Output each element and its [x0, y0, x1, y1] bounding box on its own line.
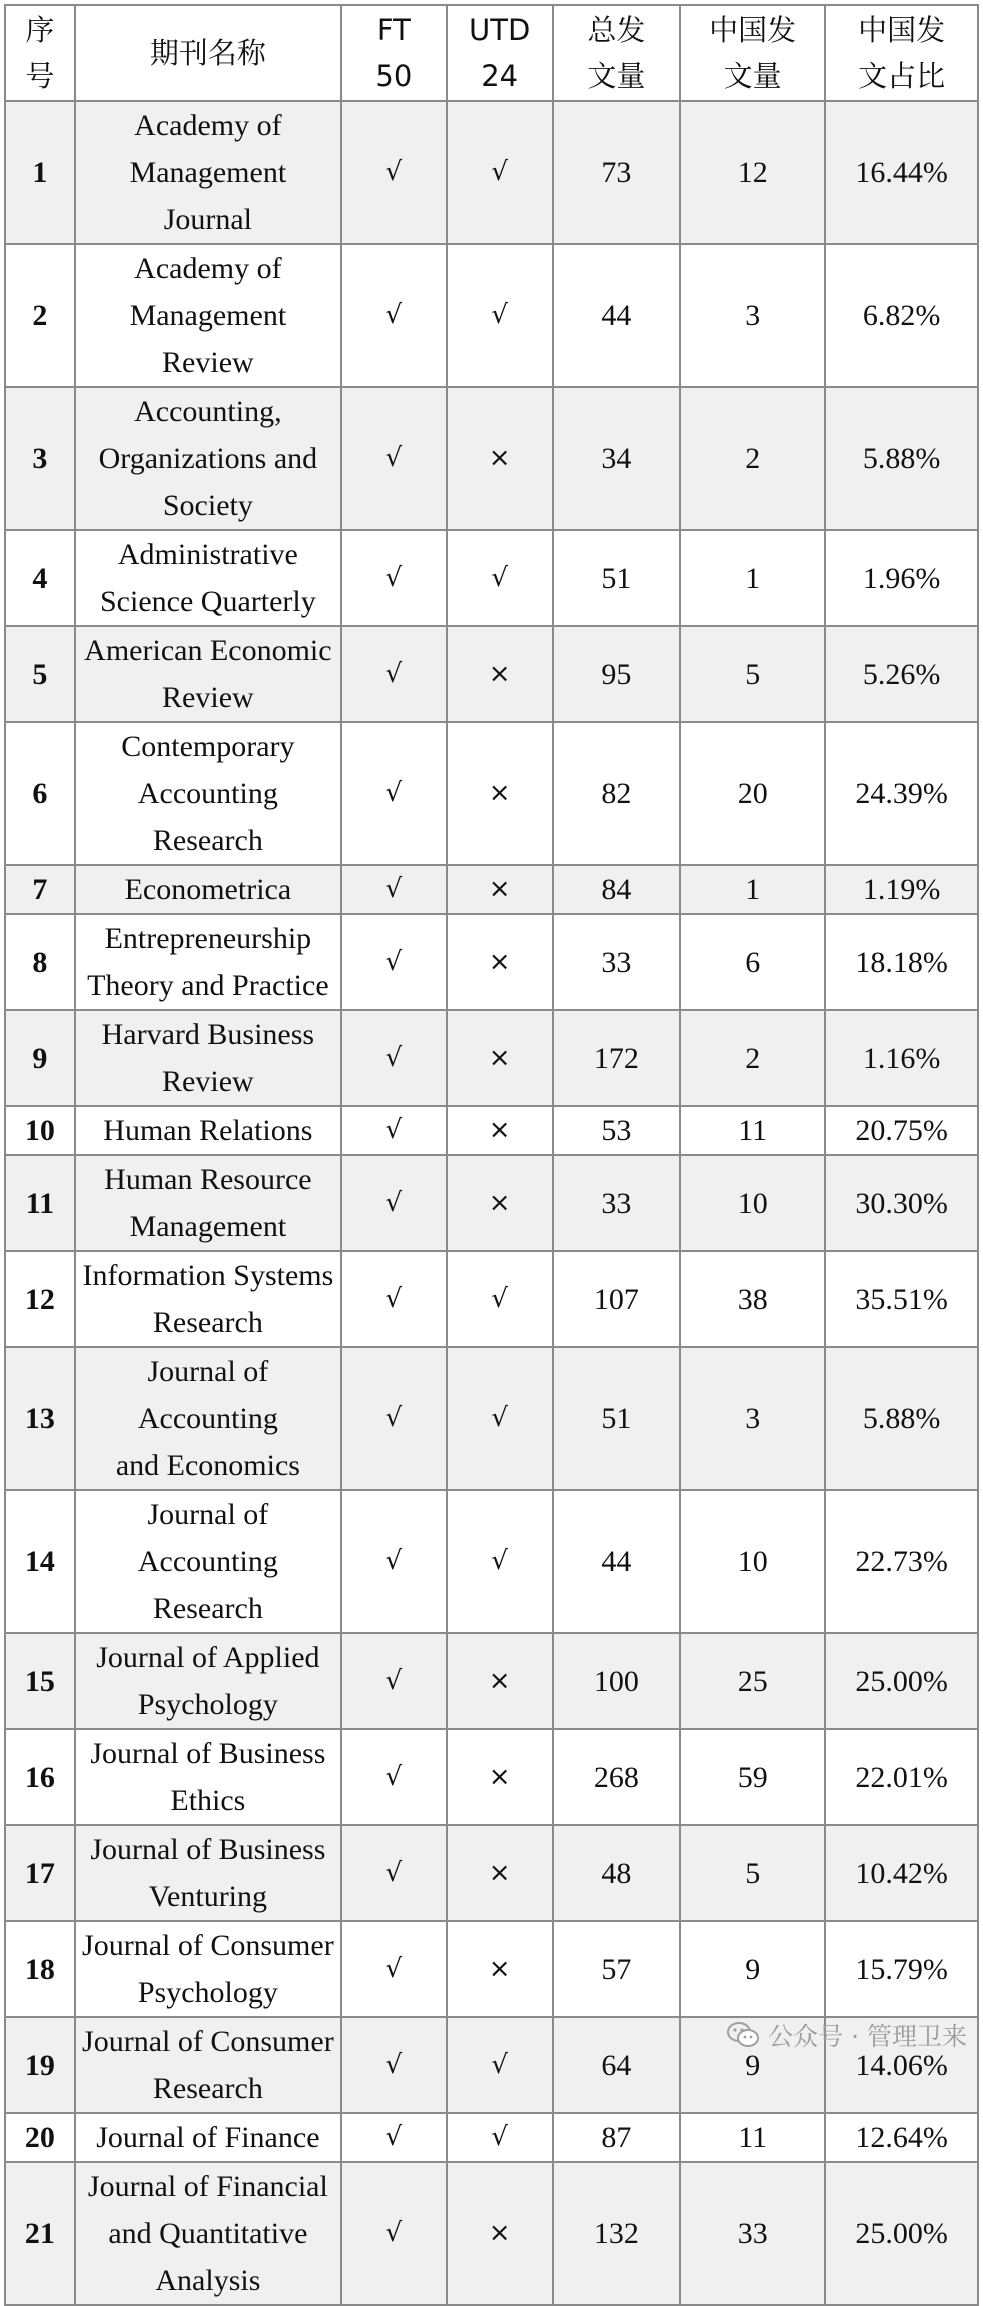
header-utd24: UTD 24 — [447, 5, 553, 101]
utd24-mark-cell: × — [447, 1825, 553, 1921]
journal-name-cell — [75, 387, 341, 530]
utd24-mark-cell: × — [447, 2162, 553, 2305]
header-journal-name: 期刊名称 — [75, 5, 341, 101]
journal-name-line: Accounting Research — [137, 777, 278, 857]
china-papers-cell: 10 — [680, 1155, 825, 1251]
ft50-mark-cell: √ — [341, 865, 447, 914]
china-papers-cell: 6 — [680, 914, 825, 1010]
ft50-mark-cell: √ — [341, 1921, 447, 2017]
ft50-mark-cell: √ — [341, 1010, 447, 1106]
china-ratio-cell: 30.30% — [825, 1155, 978, 1251]
utd24-mark-cell: √ — [447, 244, 553, 387]
journal-name-cell — [75, 1155, 341, 1251]
row-index-cell: 13 — [5, 1347, 75, 1490]
journal-name-line: Venturing — [148, 1880, 268, 1913]
ft50-mark-cell: √ — [341, 1825, 447, 1921]
journal-name-cell — [75, 2113, 341, 2162]
journal-name-line: Management Journal — [129, 156, 287, 236]
header-total-papers: 总发 文量 — [553, 5, 681, 101]
china-papers-cell: 3 — [680, 1347, 825, 1490]
journal-name-line: Academy of — [134, 252, 282, 285]
journal-name-line: Journal of Finance — [96, 2121, 320, 2154]
total-papers-cell: 33 — [553, 914, 681, 1010]
row-index-cell: 15 — [5, 1633, 75, 1729]
table-row — [5, 1729, 978, 1825]
journal-name-cell — [75, 626, 341, 722]
china-papers-cell: 2 — [680, 1010, 825, 1106]
total-papers-cell: 100 — [553, 1633, 681, 1729]
table-row — [5, 101, 978, 244]
china-ratio-cell: 24.39% — [825, 722, 978, 865]
ft50-mark-cell: √ — [341, 530, 447, 626]
total-papers-cell: 51 — [553, 530, 681, 626]
journal-name-line: American Economic — [84, 634, 332, 667]
journal-name-cell — [75, 914, 341, 1010]
journal-name-line: Academy of — [134, 109, 282, 142]
total-papers-cell: 87 — [553, 2113, 681, 2162]
journal-name-cell — [75, 1010, 341, 1106]
journal-name-line: Journal of Accounting — [137, 1498, 278, 1578]
journal-name-line: Management Review — [129, 299, 287, 379]
journal-name-line: Theory and Practice — [87, 969, 329, 1002]
journal-name-cell — [75, 1921, 341, 2017]
total-papers-cell: 44 — [553, 1490, 681, 1633]
table-row — [5, 1106, 978, 1155]
table-row — [5, 1633, 978, 1729]
china-ratio-cell: 5.26% — [825, 626, 978, 722]
ft50-mark-cell: √ — [341, 1490, 447, 1633]
journal-name-cell — [75, 865, 341, 914]
utd24-mark-cell: × — [447, 626, 553, 722]
utd24-mark-cell: × — [447, 722, 553, 865]
watermark — [726, 2017, 967, 2053]
utd24-mark-cell: × — [447, 865, 553, 914]
total-papers-cell: 51 — [553, 1347, 681, 1490]
utd24-mark-cell: × — [447, 1155, 553, 1251]
journal-name-cell — [75, 1490, 341, 1633]
journal-name-cell — [75, 2162, 341, 2305]
utd24-mark-cell: √ — [447, 101, 553, 244]
ft50-mark-cell: √ — [341, 387, 447, 530]
ft50-mark-cell: √ — [341, 2017, 447, 2113]
journal-name-line: Journal of Consumer — [82, 2025, 334, 2058]
journal-name-line: Research — [152, 1306, 263, 1339]
journal-name-line: Journal of Financial — [87, 2170, 328, 2203]
journal-name-cell — [75, 101, 341, 244]
utd24-mark-cell: × — [447, 1729, 553, 1825]
row-index-cell: 21 — [5, 2162, 75, 2305]
total-papers-cell: 34 — [553, 387, 681, 530]
row-index-cell: 2 — [5, 244, 75, 387]
journal-name-line: Human Relations — [103, 1114, 313, 1147]
journal-name-line: Review — [162, 1065, 254, 1098]
china-ratio-cell: 35.51% — [825, 1251, 978, 1347]
utd24-mark-cell: √ — [447, 1251, 553, 1347]
china-ratio-cell: 16.44% — [825, 101, 978, 244]
china-ratio-cell: 10.42% — [825, 1825, 978, 1921]
journal-name-line: Accounting, — [134, 395, 282, 428]
ft50-mark-cell: √ — [341, 626, 447, 722]
row-index-cell: 10 — [5, 1106, 75, 1155]
journal-name-line: Econometrica — [124, 873, 292, 906]
utd24-mark-cell: √ — [447, 1347, 553, 1490]
journal-name-cell — [75, 1347, 341, 1490]
china-ratio-cell: 22.01% — [825, 1729, 978, 1825]
total-papers-cell: 82 — [553, 722, 681, 865]
utd24-mark-cell: × — [447, 1633, 553, 1729]
journal-name-line: Journal of Business — [90, 1737, 326, 1770]
table-row — [5, 244, 978, 387]
journal-name-cell — [75, 530, 341, 626]
china-ratio-cell: 25.00% — [825, 2162, 978, 2305]
table-row — [5, 1921, 978, 2017]
table-row — [5, 626, 978, 722]
journal-name-line: Journal of Business — [90, 1833, 326, 1866]
ft50-mark-cell: √ — [341, 1251, 447, 1347]
journal-name-line: Information Systems — [82, 1259, 334, 1292]
row-index-cell: 5 — [5, 626, 75, 722]
ft50-mark-cell: √ — [341, 722, 447, 865]
journal-name-cell — [75, 2017, 341, 2113]
ft50-mark-cell: √ — [341, 1106, 447, 1155]
total-papers-cell: 95 — [553, 626, 681, 722]
wechat-icon — [726, 2021, 760, 2049]
row-index-cell: 4 — [5, 530, 75, 626]
total-papers-cell: 73 — [553, 101, 681, 244]
china-ratio-cell: 1.16% — [825, 1010, 978, 1106]
ft50-mark-cell: √ — [341, 2113, 447, 2162]
journal-name-cell — [75, 1729, 341, 1825]
journal-name-line: Management — [129, 1210, 287, 1243]
journal-name-cell — [75, 722, 341, 865]
china-papers-cell: 9 — [680, 1921, 825, 2017]
journal-name-line: Research — [152, 2072, 263, 2105]
journal-name-line: Ethics — [170, 1784, 246, 1817]
china-papers-cell: 5 — [680, 1825, 825, 1921]
china-papers-cell: 5 — [680, 626, 825, 722]
row-index-cell: 18 — [5, 1921, 75, 2017]
total-papers-cell: 44 — [553, 244, 681, 387]
journal-name-line: Psychology — [137, 1688, 278, 1721]
journal-name-cell — [75, 1633, 341, 1729]
utd24-mark-cell: √ — [447, 2017, 553, 2113]
china-papers-cell: 2 — [680, 387, 825, 530]
total-papers-cell: 48 — [553, 1825, 681, 1921]
total-papers-cell: 132 — [553, 2162, 681, 2305]
table-body — [5, 101, 978, 2305]
row-index-cell: 16 — [5, 1729, 75, 1825]
china-papers-cell: 33 — [680, 2162, 825, 2305]
header-china-ratio: 中国发 文占比 — [825, 5, 978, 101]
row-index-cell: 20 — [5, 2113, 75, 2162]
table-row — [5, 530, 978, 626]
table-row — [5, 914, 978, 1010]
china-ratio-cell: 1.19% — [825, 865, 978, 914]
ft50-mark-cell: √ — [341, 1347, 447, 1490]
total-papers-cell: 172 — [553, 1010, 681, 1106]
row-index-cell: 14 — [5, 1490, 75, 1633]
journal-name-line: Society — [162, 489, 253, 522]
china-papers-cell: 11 — [680, 1106, 825, 1155]
total-papers-cell: 33 — [553, 1155, 681, 1251]
journal-name-line: Administrative — [117, 538, 298, 571]
table-row — [5, 1347, 978, 1490]
china-papers-cell: 25 — [680, 1633, 825, 1729]
china-ratio-cell: 20.75% — [825, 1106, 978, 1155]
ft50-mark-cell: √ — [341, 1729, 447, 1825]
utd24-mark-cell: × — [447, 1921, 553, 2017]
journal-name-line: Journal of Accounting — [137, 1355, 278, 1435]
total-papers-cell: 268 — [553, 1729, 681, 1825]
row-index-cell: 11 — [5, 1155, 75, 1251]
china-papers-cell: 11 — [680, 2113, 825, 2162]
journal-name-cell — [75, 244, 341, 387]
china-papers-cell: 20 — [680, 722, 825, 865]
journal-name-line: Harvard Business — [101, 1018, 315, 1051]
table-row — [5, 1010, 978, 1106]
journal-name-cell — [75, 1106, 341, 1155]
ft50-mark-cell: √ — [341, 244, 447, 387]
row-index-cell: 8 — [5, 914, 75, 1010]
journal-name-line: Entrepreneurship — [104, 922, 312, 955]
journal-name-line: Organizations and — [98, 442, 318, 475]
utd24-mark-cell: × — [447, 914, 553, 1010]
china-papers-cell: 9 — [680, 2017, 825, 2113]
total-papers-cell: 107 — [553, 1251, 681, 1347]
ft50-mark-cell: √ — [341, 101, 447, 244]
journal-name-line: Journal of Applied — [96, 1641, 320, 1674]
china-ratio-cell: 5.88% — [825, 1347, 978, 1490]
china-ratio-cell: 18.18% — [825, 914, 978, 1010]
row-index-cell: 12 — [5, 1251, 75, 1347]
table-row — [5, 387, 978, 530]
header-china-papers: 中国发 文量 — [680, 5, 825, 101]
china-ratio-cell: 1.96% — [825, 530, 978, 626]
header-row — [5, 5, 978, 101]
table-row — [5, 1825, 978, 1921]
journal-name-line: Psychology — [137, 1976, 278, 2009]
china-papers-cell: 59 — [680, 1729, 825, 1825]
china-ratio-cell: 14.06% — [825, 2017, 978, 2113]
journal-name-line: Human Resource — [104, 1163, 312, 1196]
utd24-mark-cell: × — [447, 1106, 553, 1155]
journal-name-line: and Quantitative — [108, 2217, 308, 2250]
table-row — [5, 865, 978, 914]
header-index: 序 号 — [5, 5, 75, 101]
table-row — [5, 1251, 978, 1347]
china-ratio-cell: 6.82% — [825, 244, 978, 387]
journal-name-line: Journal of Consumer — [82, 1929, 334, 1962]
header-ft50: FT 50 — [341, 5, 447, 101]
table-row — [5, 1490, 978, 1633]
china-papers-cell: 1 — [680, 530, 825, 626]
row-index-cell: 1 — [5, 101, 75, 244]
china-ratio-cell: 15.79% — [825, 1921, 978, 2017]
china-ratio-cell: 22.73% — [825, 1490, 978, 1633]
utd24-mark-cell: √ — [447, 1490, 553, 1633]
journal-table — [4, 4, 979, 2306]
journal-name-line: Analysis — [155, 2264, 261, 2297]
journal-name-cell — [75, 1251, 341, 1347]
table-row — [5, 2162, 978, 2305]
row-index-cell: 19 — [5, 2017, 75, 2113]
total-papers-cell: 57 — [553, 1921, 681, 2017]
ft50-mark-cell: √ — [341, 1155, 447, 1251]
journal-name-cell — [75, 1825, 341, 1921]
china-papers-cell: 10 — [680, 1490, 825, 1633]
china-papers-cell: 3 — [680, 244, 825, 387]
journal-name-line: Review — [162, 681, 254, 714]
row-index-cell: 7 — [5, 865, 75, 914]
journal-name-line: Research — [152, 1592, 263, 1625]
row-index-cell: 9 — [5, 1010, 75, 1106]
row-index-cell: 3 — [5, 387, 75, 530]
ft50-mark-cell: √ — [341, 2162, 447, 2305]
ft50-mark-cell: √ — [341, 914, 447, 1010]
utd24-mark-cell: × — [447, 1010, 553, 1106]
total-papers-cell: 64 — [553, 2017, 681, 2113]
total-papers-cell: 53 — [553, 1106, 681, 1155]
watermark-text: 公众号 · 管理卫来 — [768, 2022, 967, 2051]
china-papers-cell: 12 — [680, 101, 825, 244]
row-index-cell: 6 — [5, 722, 75, 865]
utd24-mark-cell: × — [447, 387, 553, 530]
china-papers-cell: 38 — [680, 1251, 825, 1347]
china-ratio-cell: 12.64% — [825, 2113, 978, 2162]
total-papers-cell: 84 — [553, 865, 681, 914]
utd24-mark-cell: √ — [447, 530, 553, 626]
ft50-mark-cell: √ — [341, 1633, 447, 1729]
journal-name-line: Contemporary — [121, 730, 295, 763]
table-row — [5, 2113, 978, 2162]
journal-name-line: Science Quarterly — [100, 585, 316, 618]
row-index-cell: 17 — [5, 1825, 75, 1921]
china-papers-cell: 1 — [680, 865, 825, 914]
table-row — [5, 1155, 978, 1251]
journal-name-line: and Economics — [115, 1449, 300, 1482]
table-row — [5, 722, 978, 865]
china-ratio-cell: 25.00% — [825, 1633, 978, 1729]
utd24-mark-cell: √ — [447, 2113, 553, 2162]
china-ratio-cell: 5.88% — [825, 387, 978, 530]
